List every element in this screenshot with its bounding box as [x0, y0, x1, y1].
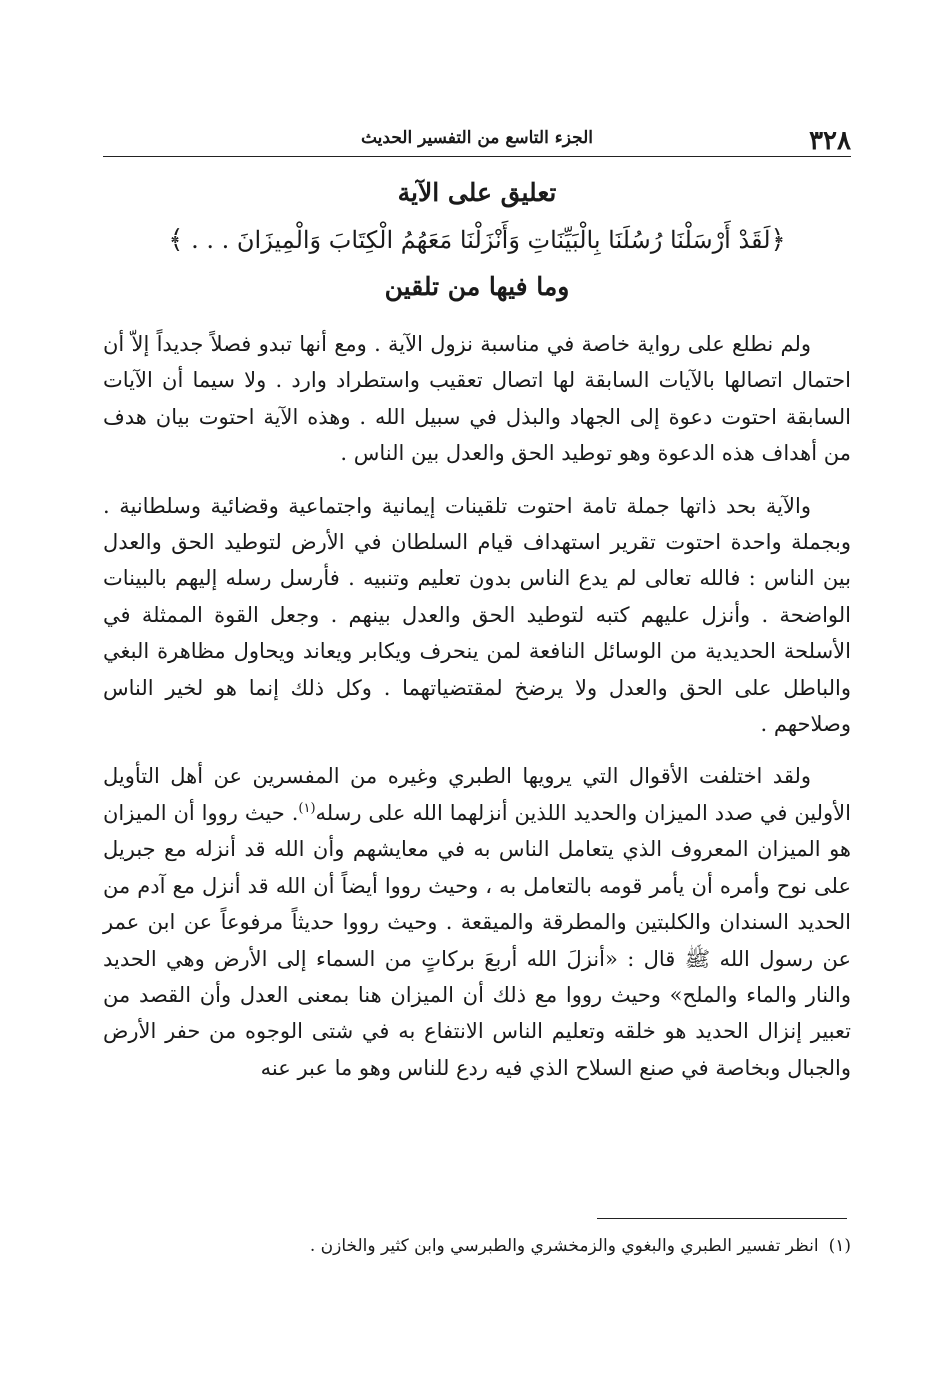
- paragraph-text: ولقد اختلفت الأقوال التي يرويها الطبري وغيره من المفسرين عن أهل التأويل الأولين في صدد الميزان والحديد اللذين أنزلهما الله على رسله: [103, 764, 851, 825]
- section-title: تعليق على الآية: [397, 178, 557, 207]
- footnote-text: انظر تفسير الطبري والبغوي والزمخشري والطبرسي وابن كثير والخازن .: [309, 1236, 819, 1256]
- page-header: [103, 122, 851, 157]
- verse-text: لَقَدْ أَرْسَلْنَا رُسُلَنَا بِالْبَيِّنَاتِ وَأَنْزَلْنَا مَعَهُمُ الْكِتَابَ وَالْمِيزَانَ: [236, 226, 771, 254]
- paragraph: [103, 758, 851, 1086]
- footnote-number: (١): [828, 1236, 851, 1256]
- paragraph-text: . حيث رووا أن الميزان هو الميزان المعروف الذي يتعامل الناس به في معايشهم وأن الله قد أنزله مع جبريل على نوح وأمره أن يأمر قومه بالتعامل به ، وحيث رووا أيضاً أن الله قد أنزل مع آدم من الحديد السندان والكلبتين والمطرقة والميقعة . وحيث رووا حديثاً مرفوعاً عن ابن عمر عن رسول الله ﷺ قال : «أنزلَ الله أربعَ بركاتٍ من السماء إلى الأرض وهي الحديد والنار والماء والملح» وحيث رووا مع ذلك أن الميزان هنا بمعنى العدل وأن القصد من تعبير إنزال الحديد هو خلقه وتعليم الناس الانتفاع به في شتى الوجوه من حفر الأرض والجبال وبخاصة في صنع السلاح الذي فيه ردع للناس وهو ما عبر عنه: [103, 800, 851, 1080]
- quran-verse: [103, 216, 851, 264]
- section-headings: [103, 170, 851, 310]
- section-subtitle: وما فيها من تلقين: [384, 272, 570, 301]
- footnote-reference: (١): [298, 800, 316, 816]
- paragraph: ولم نطلع على رواية خاصة في مناسبة نزول الآية . ومع أنها تبدو فصلاً جديداً إلاّ أن احتمال اتصالها بالآيات السابقة لها اتصال تعقيب واستطراد وارد . ولا سيما أن الآيات السابقة احتوت دعوة إلى الجهاد والبذل في سبيل الله . وهذه الآية احتوت بيان هدف من أهداف هذه الدعوة وهو توطيد الحق والعدل بين الناس .: [103, 332, 851, 466]
- running-title: الجزء التاسع من التفسير الحديث: [360, 128, 593, 148]
- paragraph: والآية بحد ذاتها جملة تامة احتوت تلقينات إيمانية واجتماعية وقضائية وسلطانية . وبجملة واحدة احتوت تقرير استهداف قيام السلطان في الأرض لتوطيد الحق والعدل بين الناس : فالله تعالى لم يدع الناس بدون تعليم وتنبيه . فأرسل رسله إليهم بالبينات الواضحة . وأنزل عليهم كتبه لتوطيد الحق والعدل بينهم . وجعل القوة الممثلة في الأسلحة الحديدية من الوسائل النافعة لمن ينحرف ويكابر ويعاند ويحاول مظاهرة البغي والباطل على الحق والعدل ولا يرضخ لمقتضياتهما . وكل ذلك إنما هو لخير الناس وصلاحهم .: [103, 493, 851, 737]
- verse-ellipsis: . . .: [191, 226, 230, 254]
- body-text: [103, 326, 851, 1102]
- verse-open-bracket: ﴿: [770, 225, 786, 255]
- footnote: [103, 1232, 851, 1260]
- page-number: ٣٢٨: [809, 126, 851, 156]
- footnote-divider: [597, 1218, 847, 1219]
- verse-close-bracket: ﴾: [168, 225, 184, 255]
